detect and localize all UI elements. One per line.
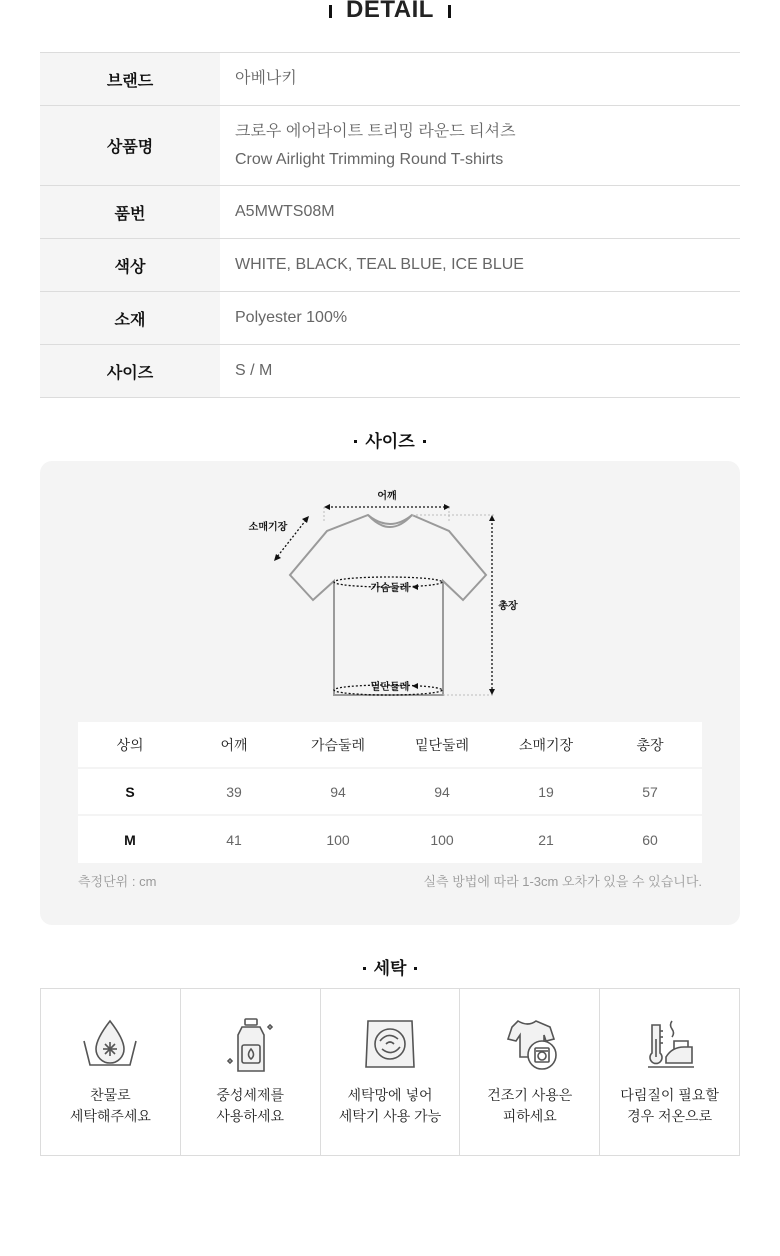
wash-caption-line: 세탁해주세요: [69, 1108, 151, 1124]
wash-caption-line: 세탁기 사용 가능: [338, 1108, 442, 1124]
wash-caption-line: 다림질이 필요할: [620, 1087, 719, 1103]
size-cell: 94: [434, 783, 450, 800]
info-row-color: [40, 239, 740, 292]
size-cell: 21: [538, 831, 554, 848]
wash-caption: [41, 1085, 180, 1127]
wash-caption-line: 찬물로: [90, 1087, 131, 1103]
shoulder-label: 어깨: [377, 491, 397, 502]
info-value-line: 아베나키: [235, 70, 297, 87]
wash-section-title: [0, 954, 780, 979]
size-cell: 41: [226, 831, 242, 848]
wash-caption-line: 건조기 사용은: [487, 1087, 573, 1103]
size-cell: S: [125, 783, 135, 800]
hem-label: 밑단둘레: [370, 682, 410, 693]
product-info-table: [40, 52, 740, 398]
size-header-cell: 총장: [636, 736, 664, 753]
wash-item-cold-water: [41, 989, 181, 1155]
tshirt-collar: [368, 515, 412, 527]
shoulder-arrowhead-right: [444, 504, 450, 510]
title-dot: [354, 440, 357, 443]
chest-arrowhead: [412, 584, 418, 590]
size-guide-box: [40, 461, 740, 925]
tshirt-diagram-svg: [240, 483, 540, 733]
info-value: [220, 106, 740, 185]
detail-title: DETAIL: [346, 0, 434, 23]
heading-bar-right: [448, 5, 451, 18]
size-cell: 57: [642, 783, 658, 800]
wash-item-detergent: [181, 989, 321, 1155]
title-dot: [414, 967, 417, 970]
info-value-line: Crow Airlight Trimming Round T-shirts: [235, 150, 504, 168]
size-header-cell: 밑단둘레: [414, 736, 470, 753]
tshirt-measurement-diagram: [240, 483, 540, 733]
info-label: 사이즈: [40, 345, 220, 397]
wash-caption-line: 세탁망에 넣어: [347, 1087, 433, 1103]
sleeve-label: 소매기장: [248, 522, 288, 533]
wash-caption-line: 사용하세요: [216, 1108, 284, 1124]
info-row-product-code: [40, 186, 740, 239]
size-table-row: [78, 769, 702, 816]
info-value: [220, 186, 740, 238]
info-row-brand: [40, 53, 740, 106]
size-table-header: [78, 722, 702, 769]
wash-item-no-dryer: [460, 989, 600, 1155]
info-label: 브랜드: [40, 53, 220, 105]
info-value-line: WHITE, BLACK, TEAL BLUE, ICE BLUE: [235, 256, 524, 273]
info-value-line: 크로우 에어라이트 트리밍 라운드 티셔츠: [235, 122, 516, 140]
shoulder-arrowhead-left: [324, 504, 330, 510]
size-cell: M: [124, 831, 136, 848]
sleeve-arrowhead-top: [302, 516, 309, 523]
wash-caption: [460, 1085, 599, 1127]
no-dryer-icon: [498, 1013, 562, 1077]
info-value-line: A5MWTS08M: [235, 203, 335, 220]
heading-bar-left: [329, 5, 332, 18]
size-cell: 100: [326, 831, 350, 848]
size-table: [78, 722, 702, 863]
info-value: [220, 292, 740, 344]
size-title-text: 사이즈: [365, 432, 415, 451]
title-dot: [363, 967, 366, 970]
detail-heading: [0, 0, 780, 26]
size-header-cell: 어깨: [220, 736, 248, 753]
info-label: 품번: [40, 186, 220, 238]
iron-icon: [638, 1013, 702, 1077]
info-row-product-name: [40, 106, 740, 186]
wash-caption: [600, 1085, 739, 1127]
info-value: [220, 345, 740, 397]
info-value: [220, 239, 740, 291]
info-value-line: S / M: [235, 362, 273, 379]
size-cell: 94: [330, 783, 346, 800]
wash-caption-line: 피하세요: [502, 1108, 557, 1124]
wash-caption: [181, 1085, 320, 1127]
length-label: 총장: [498, 601, 518, 612]
title-dot: [423, 440, 426, 443]
info-label: 상품명: [40, 106, 220, 185]
size-header-cell: 가슴둘레: [310, 736, 366, 753]
laundry-net-icon: [358, 1013, 422, 1077]
size-table-row: [78, 816, 702, 863]
wash-title-text: 세탁: [373, 959, 407, 978]
info-row-size: [40, 345, 740, 398]
hem-arrowhead: [412, 683, 418, 689]
detergent-icon: [218, 1013, 282, 1077]
size-cell: 60: [642, 831, 658, 848]
info-label: 색상: [40, 239, 220, 291]
size-cell: 39: [226, 783, 242, 800]
wash-instructions-grid: [40, 988, 740, 1156]
chest-label: 가슴둘레: [370, 583, 410, 594]
info-row-material: [40, 292, 740, 345]
size-header-cell: 상의: [116, 736, 144, 753]
wash-item-iron: [600, 989, 739, 1155]
info-value-line: Polyester 100%: [235, 309, 348, 326]
wash-caption: [321, 1085, 460, 1127]
sleeve-arrowhead-bottom: [274, 554, 281, 561]
wash-caption-line: 중성세제를: [216, 1087, 284, 1103]
size-cell: 100: [430, 831, 454, 848]
info-label: 소재: [40, 292, 220, 344]
tshirt-outline: [290, 515, 486, 695]
measurement-error-note: 실측 방법에 따라 1-3cm 오차가 있을 수 있습니다.: [423, 874, 702, 889]
wash-caption-line: 경우 저온으로: [627, 1108, 713, 1124]
size-cell: 19: [538, 783, 554, 800]
length-arrowhead-top: [489, 515, 495, 521]
wash-item-laundry-net: [321, 989, 461, 1155]
measurement-unit-note: 측정단위 : cm: [78, 874, 157, 889]
size-header-cell: 소매기장: [518, 736, 574, 753]
info-value: [220, 53, 740, 105]
length-arrowhead-bottom: [489, 689, 495, 695]
size-section-title: [0, 427, 780, 452]
cold-water-icon: [78, 1013, 142, 1077]
